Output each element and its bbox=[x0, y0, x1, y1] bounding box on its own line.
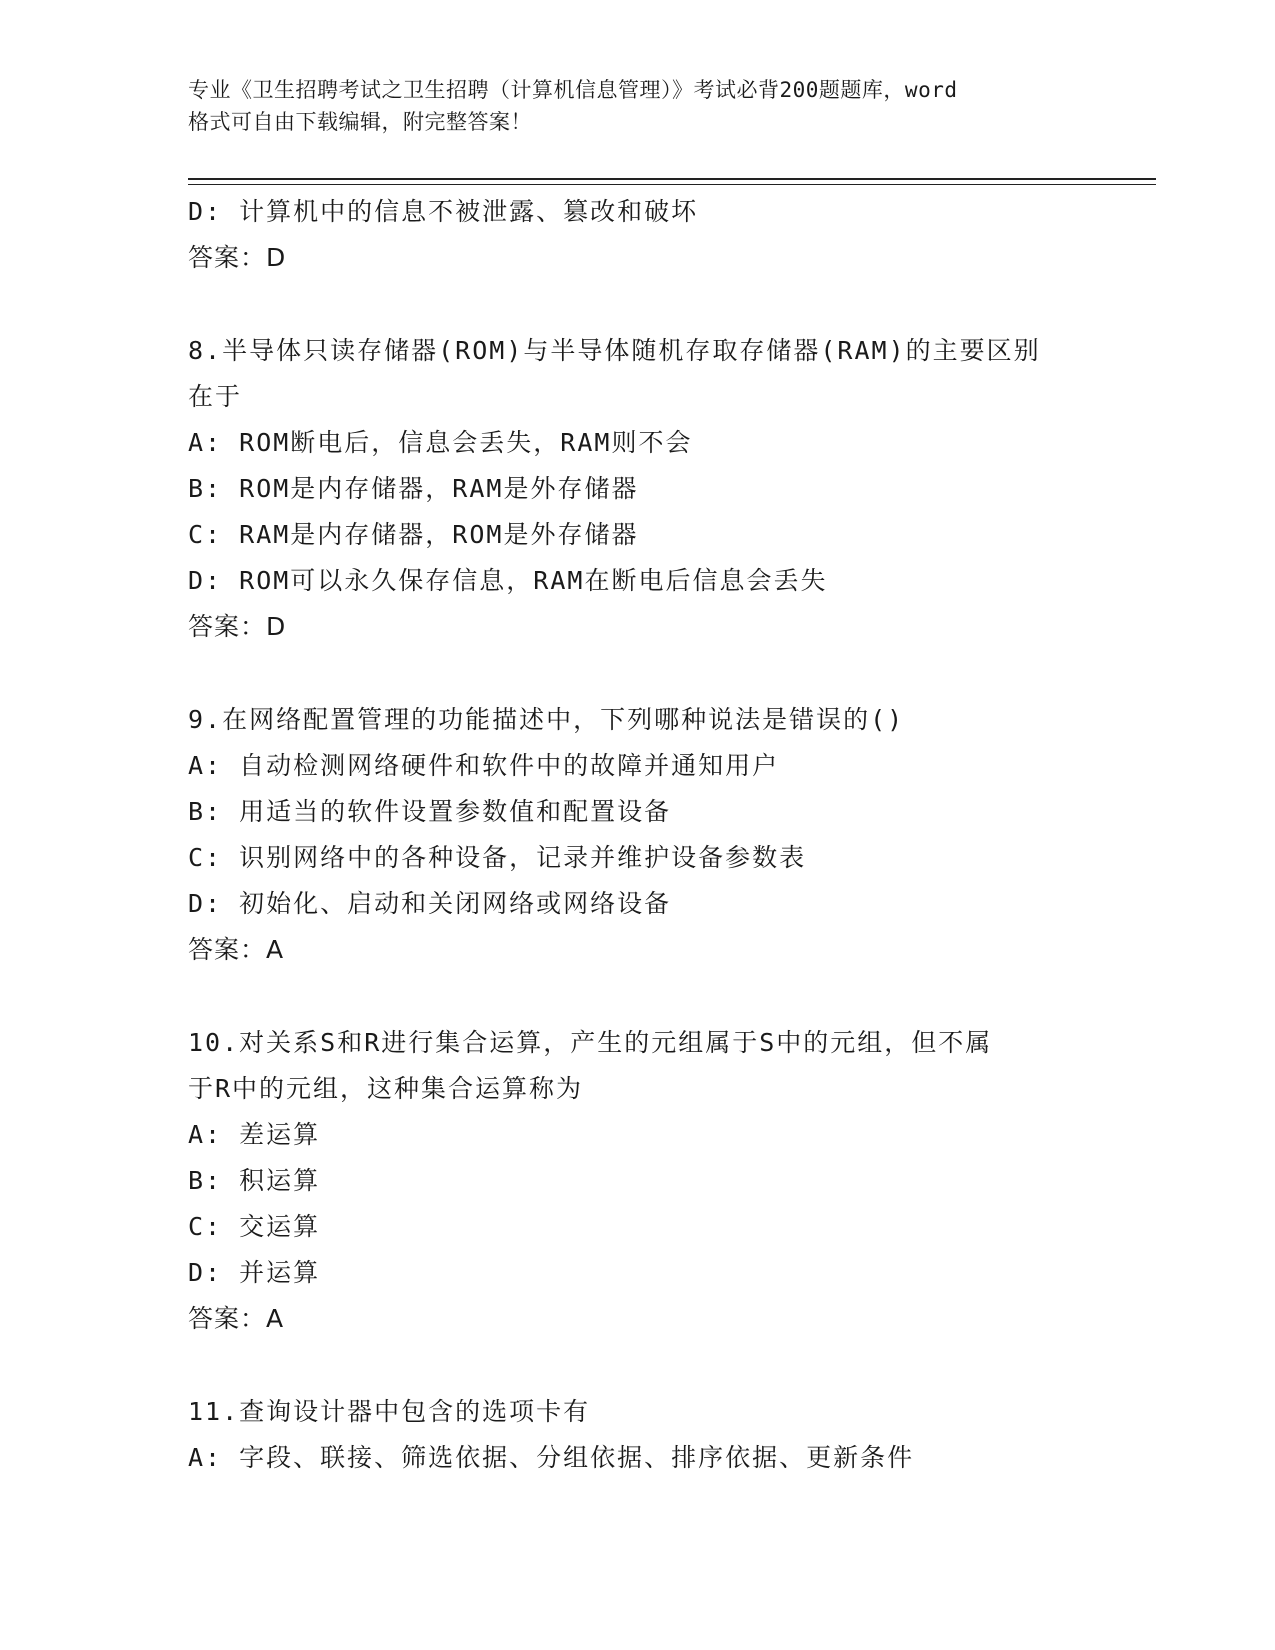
answer: 答案：D bbox=[188, 612, 287, 641]
question-7-tail bbox=[188, 189, 1088, 281]
document-header bbox=[188, 74, 1088, 138]
header-line-2: 格式可自由下载编辑，附完整答案！ bbox=[188, 110, 532, 134]
option-a: A: ROM断电后，信息会丢失，RAM则不会 bbox=[188, 428, 693, 457]
option-b: B: 用适当的软件设置参数值和配置设备 bbox=[188, 797, 672, 826]
question-8 bbox=[188, 328, 1088, 650]
question-stem-cont: 于R中的元组，这种集合运算称为 bbox=[188, 1074, 584, 1103]
option-a: A: 差运算 bbox=[188, 1120, 321, 1149]
option-a: A: 字段、联接、筛选依据、分组依据、排序依据、更新条件 bbox=[188, 1443, 915, 1472]
question-list bbox=[188, 189, 1088, 1481]
question-stem: 9.在网络配置管理的功能描述中，下列哪种说法是错误的() bbox=[188, 705, 905, 734]
question-9 bbox=[188, 697, 1088, 973]
option-c: C: 识别网络中的各种设备，记录并维护设备参数表 bbox=[188, 843, 807, 872]
question-10 bbox=[188, 1020, 1088, 1342]
option-c: C: 交运算 bbox=[188, 1212, 321, 1241]
question-11 bbox=[188, 1389, 1088, 1481]
question-stem: 11.查询设计器中包含的选项卡有 bbox=[188, 1397, 591, 1426]
header-line-1: 专业《卫生招聘考试之卫生招聘（计算机信息管理）》考试必背200题题库，word bbox=[188, 78, 958, 102]
answer: 答案：A bbox=[188, 935, 285, 964]
answer: 答案：D bbox=[188, 243, 287, 272]
option-b: B: ROM是内存储器，RAM是外存储器 bbox=[188, 474, 639, 503]
option-d: D: 计算机中的信息不被泄露、篡改和破坏 bbox=[188, 197, 699, 226]
option-d: D: 并运算 bbox=[188, 1258, 321, 1287]
header-divider-thick bbox=[188, 178, 1156, 180]
option-d: D: ROM可以永久保存信息，RAM在断电后信息会丢失 bbox=[188, 566, 828, 595]
option-c: C: RAM是内存储器，ROM是外存储器 bbox=[188, 520, 639, 549]
answer: 答案：A bbox=[188, 1304, 285, 1333]
option-d: D: 初始化、启动和关闭网络或网络设备 bbox=[188, 889, 672, 918]
question-stem: 10.对关系S和R进行集合运算，产生的元组属于S中的元组，但不属 bbox=[188, 1028, 993, 1057]
question-stem: 8.半导体只读存储器(ROM)与半导体随机存取存储器(RAM)的主要区别 bbox=[188, 336, 1041, 365]
option-b: B: 积运算 bbox=[188, 1166, 321, 1195]
question-stem-cont: 在于 bbox=[188, 382, 243, 411]
option-a: A: 自动检测网络硬件和软件中的故障并通知用户 bbox=[188, 751, 780, 780]
header-divider-thin bbox=[188, 184, 1156, 185]
